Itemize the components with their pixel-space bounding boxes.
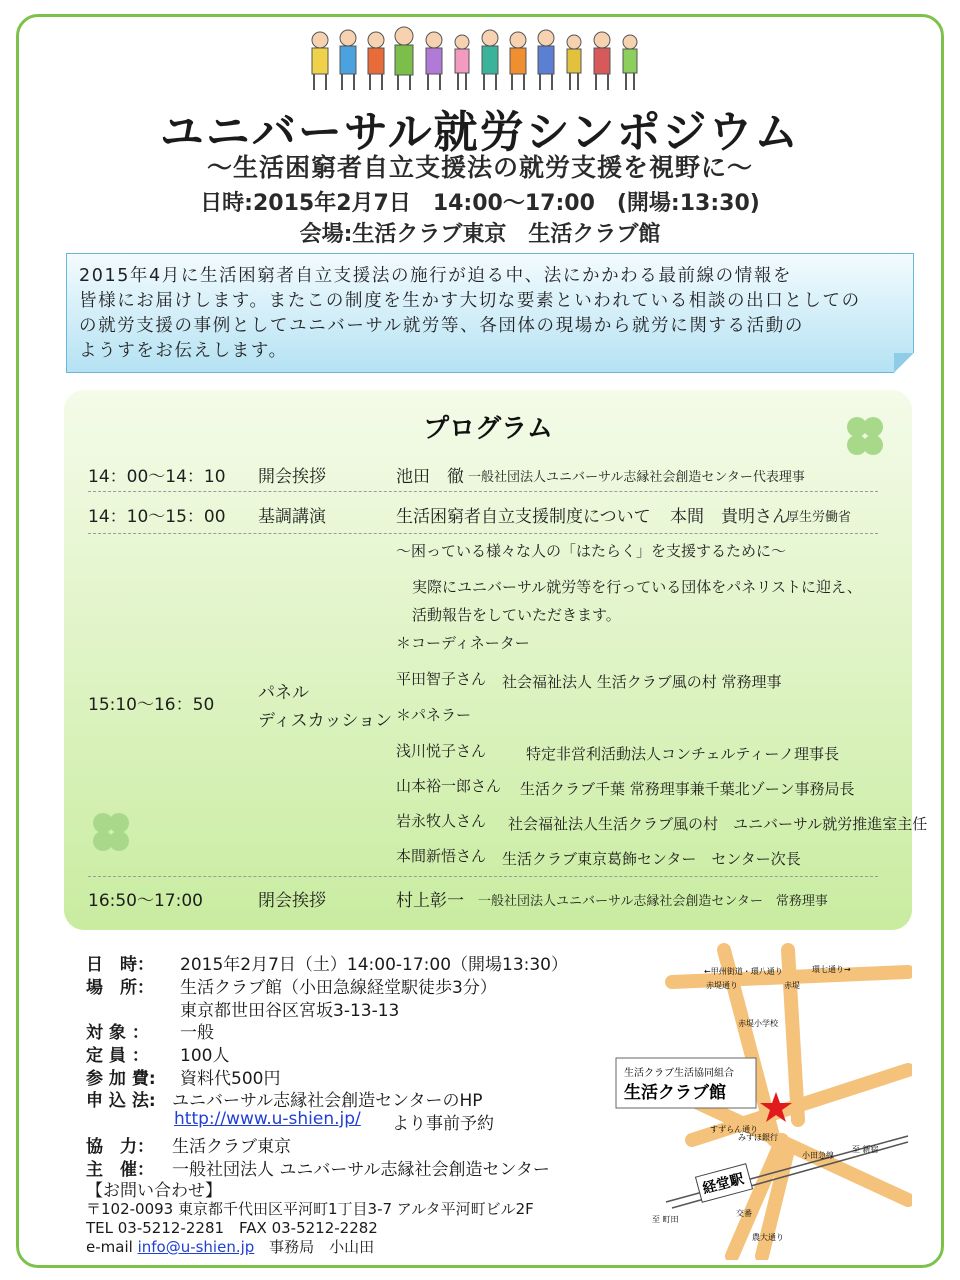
coordinator-org: 社会福祉法人 生活クラブ風の村 常務理事 — [502, 673, 782, 691]
panelist-heading: ＊パネラー — [396, 706, 472, 724]
event-datetime: 日時:2015年2月7日 14:00～17:00 (開場:13:30) — [200, 191, 760, 216]
email-suffix: 事務局 小山田 — [269, 1238, 375, 1256]
map-place-label: 赤堤 — [784, 981, 800, 990]
map-rail-label: 小田急線 — [802, 1151, 834, 1160]
lecture-topic: 生活困窮者自立支援制度について — [396, 507, 651, 527]
speaker-org: 一般社団法人ユニバーサル志縁社会創造センター 常務理事 — [478, 894, 828, 909]
contact-phone: TEL 03-5212-2281 FAX 03-5212-2282 — [86, 1219, 378, 1237]
venue-label-big: 生活クラブ館 — [624, 1083, 726, 1103]
place-address: 東京都世田谷区宮坂3-13-13 — [180, 1001, 400, 1021]
program-title: プログラム — [423, 414, 553, 444]
venue-label-small: 生活クラブ生活協同組合 — [624, 1068, 734, 1079]
coop-value: 生活クラブ東京 — [172, 1137, 291, 1157]
coop-label: 協 力： — [86, 1137, 154, 1157]
apply-value: ユニバーサル志縁社会創造センターのHP — [172, 1091, 483, 1111]
apply-suffix: より事前予約 — [392, 1114, 494, 1134]
clover-icon — [838, 410, 892, 464]
host-label: 主 催： — [86, 1160, 154, 1180]
coordinator-name: 平田智子さん — [396, 670, 487, 688]
event-title: ユニバーサル就労シンポジウム — [159, 107, 801, 158]
map-road-label: 農大通り — [752, 1233, 784, 1242]
schedule-time: 16:50～17:00 — [88, 891, 203, 911]
panel-theme: ～困っている様々な人の「はたらく」を支援するために～ — [396, 542, 787, 560]
event-subtitle: ～生活困窮者自立支援法の就労支援を視野に～ — [206, 153, 753, 182]
fee-label: 参 加 費: — [86, 1069, 156, 1089]
intro-line: 2015年4月に生活困窮者自立支援法の施行が迫る中、法にかかわる最前線の情報を — [79, 266, 793, 286]
apply-link[interactable]: http://www.u-shien.jp/ — [174, 1109, 361, 1129]
email-link[interactable]: info@u-shien.jp — [137, 1238, 255, 1256]
intro-line: の就労支援の事例としてユニバーサル就労等、各団体の現場から就労に関する活動の — [79, 316, 804, 336]
map-road-label: 環七通り→ — [812, 965, 851, 974]
date-value: 2015年2月7日（土）14:00-17:00（開場13:30） — [180, 955, 569, 975]
apply-label: 申 込 法: — [86, 1091, 156, 1111]
fee-value: 資料代500円 — [180, 1069, 281, 1089]
map-direction-label: 至 新宿 — [852, 1145, 879, 1154]
date-label: 日 時： — [86, 955, 154, 975]
host-value: 一般社団法人 ユニバーサル志縁社会創造センター — [172, 1160, 550, 1180]
inquiry-heading: 【お問い合わせ】 — [86, 1181, 222, 1201]
panelist-org: 生活クラブ千葉 常務理事兼千葉北ゾーン事務局長 — [520, 780, 855, 798]
schedule-event: 閉会挨拶 — [258, 891, 326, 911]
panelist-name: 本間新悟さん — [396, 847, 487, 865]
place-value: 生活クラブ館（小田急線経堂駅徒歩3分） — [180, 978, 497, 998]
coordinator-heading: ＊コーディネーター — [396, 634, 530, 652]
panelist-org: 社会福祉法人生活クラブ風の村 ユニバーサル就労推進室主任 — [508, 815, 928, 833]
schedule-event: パネル — [258, 683, 309, 703]
schedule-time: 14：00～14：10 — [88, 467, 226, 487]
panelist-name: 山本裕一郎さん — [396, 777, 502, 795]
panel-description: 実際にユニバーサル就労等を行っている団体をパネリストに迎え、 — [412, 578, 862, 596]
access-map — [612, 940, 912, 1260]
row-divider — [88, 533, 878, 534]
map-place-label: 赤堤小学校 — [738, 1019, 778, 1028]
clover-icon — [84, 806, 138, 860]
schedule-time: 15:10～16：50 — [88, 695, 215, 715]
target-label: 対 象 ： — [86, 1023, 149, 1043]
speaker-name: 本間 貴明さん — [670, 507, 789, 527]
program-box — [64, 390, 928, 930]
schedule-event: ディスカッション — [258, 711, 393, 731]
page-curl-decoration — [894, 353, 914, 373]
people-illustration — [300, 24, 660, 96]
schedule-event: 開会挨拶 — [258, 467, 326, 487]
event-venue: 会場:生活クラブ東京 生活クラブ館 — [299, 222, 661, 247]
map-place-label: 交番 — [736, 1209, 752, 1218]
station-label: 経堂駅 — [700, 1171, 746, 1198]
intro-box — [66, 253, 914, 373]
speaker-org: 厚生労働省 — [786, 510, 852, 525]
schedule-time: 14：10～15：00 — [88, 507, 226, 527]
map-direction-label: 至 町田 — [652, 1215, 679, 1224]
contact-email-row — [86, 1236, 374, 1257]
target-value: 一般 — [180, 1023, 214, 1043]
map-road-label: すずらん通り — [710, 1125, 759, 1134]
capacity-value: 100人 — [180, 1046, 230, 1066]
panelist-name: 岩永牧人さん — [396, 812, 487, 830]
speaker-org: 一般社団法人ユニバーサル志縁社会創造センター代表理事 — [468, 470, 805, 485]
panelist-name: 浅川悦子さん — [396, 742, 487, 760]
speaker-name: 村上彰一 — [396, 891, 464, 911]
intro-line: 皆様にお届けします。またこの制度を生かす大切な要素といわれている相談の出口としての — [79, 291, 861, 311]
contact-address: 〒102-0093 東京都千代田区平河町1丁目3-7 アルタ平河町ビル2F — [86, 1200, 534, 1218]
row-divider — [88, 876, 878, 877]
place-label: 場 所： — [86, 978, 154, 998]
panelist-org: 生活クラブ東京葛飾センター センター次長 — [502, 850, 801, 868]
panel-description: 活動報告をしていただきます。 — [412, 606, 621, 624]
map-road-label: 赤堤通り — [706, 981, 738, 990]
map-road-label: ←甲州街道・環八通り — [704, 967, 783, 976]
schedule-event: 基調講演 — [258, 507, 326, 527]
email-prefix: e-mail — [86, 1238, 133, 1256]
capacity-label: 定 員 ： — [86, 1046, 149, 1066]
speaker-name: 池田 徹 — [396, 467, 464, 487]
intro-line: ようすをお伝えします。 — [79, 341, 288, 361]
row-divider — [88, 491, 878, 492]
panelist-org: 特定非営利活動法人コンチェルティーノ理事長 — [526, 745, 840, 763]
map-place-label: みずほ銀行 — [738, 1133, 778, 1142]
